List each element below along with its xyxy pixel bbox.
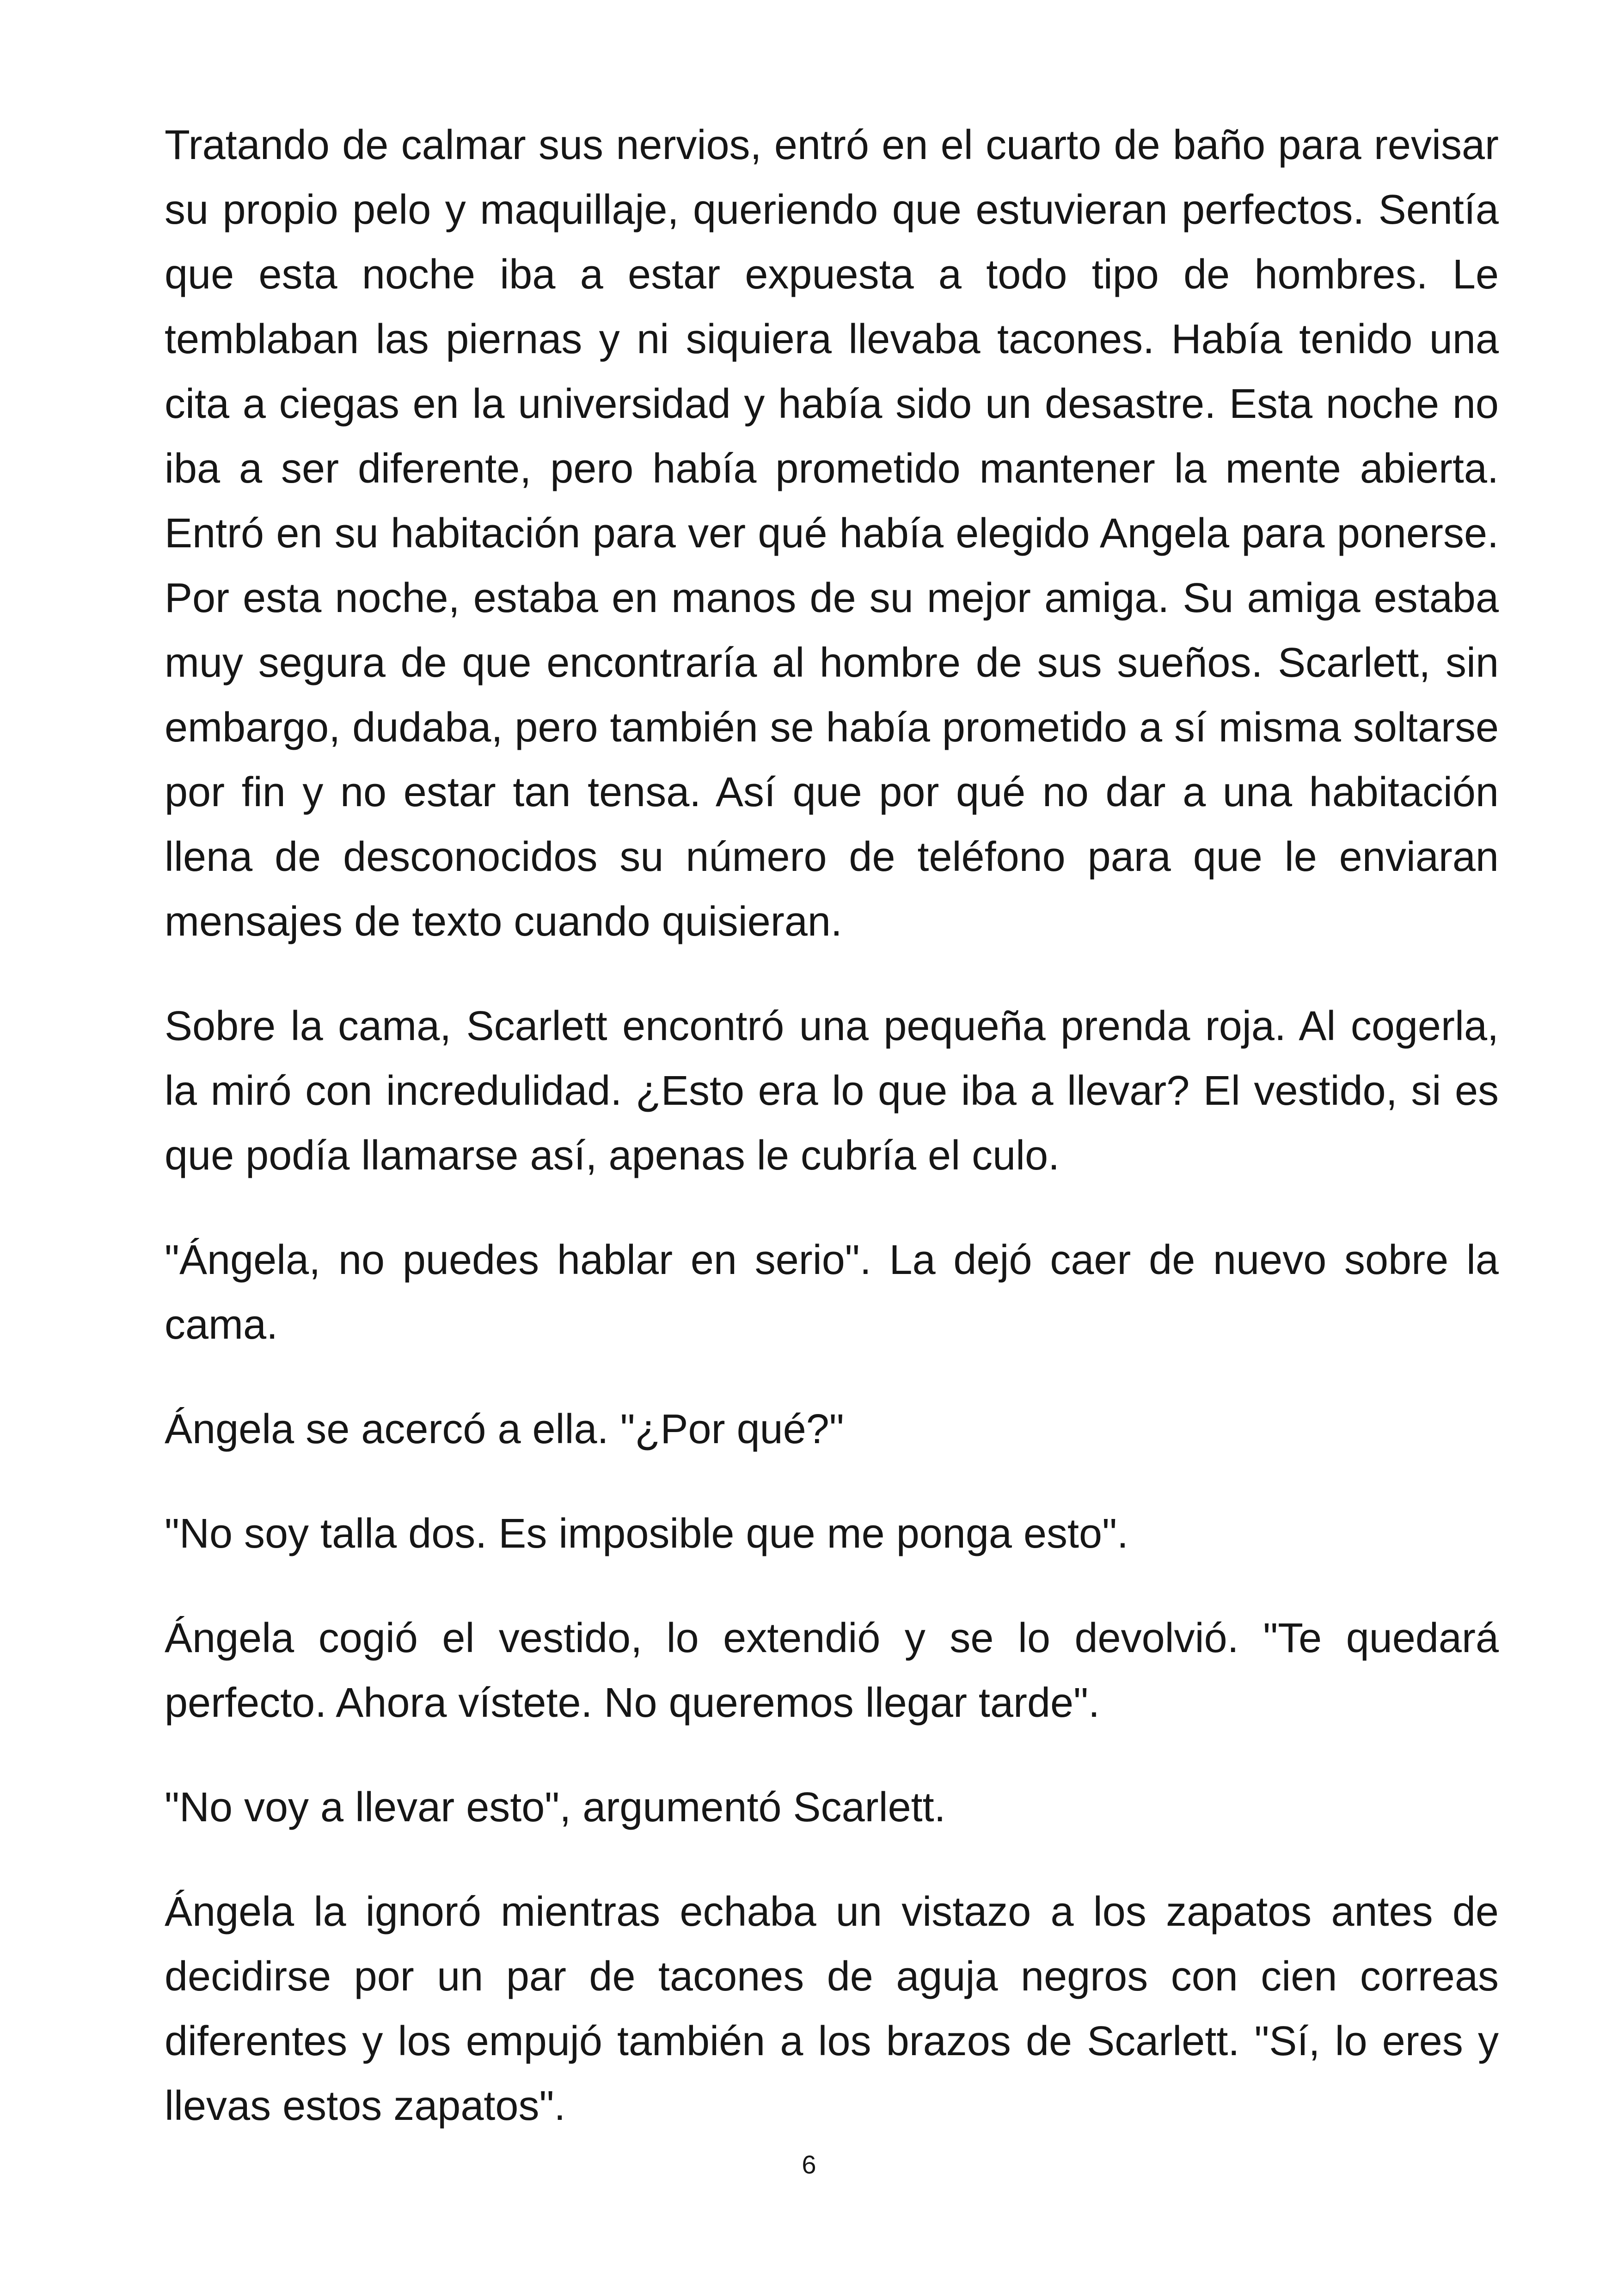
paragraph-6: Ángela cogió el vestido, lo extendió y se lo devolvió. "Te quedará perfecto. Ahora vístete. No queremos llegar tarde". xyxy=(165,1615,1499,1726)
paragraph-4: Ángela se acercó a ella. "¿Por qué?" xyxy=(165,1406,844,1452)
paragraph-2: Sobre la cama, Scarlett encontró una pequeña prenda roja. Al cogerla, la miró con incredulidad. ¿Esto era lo que iba a llevar? El vestido, si es que podía llamarse así, apenas le cubría el culo. xyxy=(165,1003,1499,1179)
paragraph-7: "No voy a llevar esto", argumentó Scarlett. xyxy=(165,1784,946,1831)
paragraph-1: Tratando de calmar sus nervios, entró en el cuarto de baño para revisar su propio pelo y maquillaje, queriendo que estuvieran perfectos. Sentía que esta noche iba a estar expuesta a todo tipo de hombres. Le temblaban las piernas y ni siquiera llevaba tacones. Había tenido una cita a ciegas en la universidad y había sido un desastre. Esta noche no iba a ser diferente, pero había prometido mantener la mente abierta. Entró en su habitación para ver qué había elegido Angela para ponerse. Por esta noche, estaba en manos de su mejor amiga. Su amiga estaba muy segura de que encontraría al hombre de sus sueños. Scarlett, sin embargo, dudaba, pero también se había prometido a sí misma soltarse por fin y no estar tan tensa. Así que por qué no dar a una habitación llena de desconocidos su número de teléfono para que le enviaran mensajes de texto cuando quisieran. xyxy=(165,122,1499,945)
paragraph-3: "Ángela, no puedes hablar en serio". La dejó caer de nuevo sobre la cama. xyxy=(165,1237,1499,1348)
paragraph-5: "No soy talla dos. Es imposible que me ponga esto". xyxy=(165,1511,1129,1557)
body-text xyxy=(165,113,1499,2138)
paragraph-8: Ángela la ignoró mientras echaba un vistazo a los zapatos antes de decidirse por un par de tacones de aguja negros con cien correas diferentes y los empujó también a los brazos de Scarlett. "Sí, lo eres y llevas estos zapatos". xyxy=(165,1889,1499,2129)
page-number: 6 xyxy=(802,2150,816,2179)
